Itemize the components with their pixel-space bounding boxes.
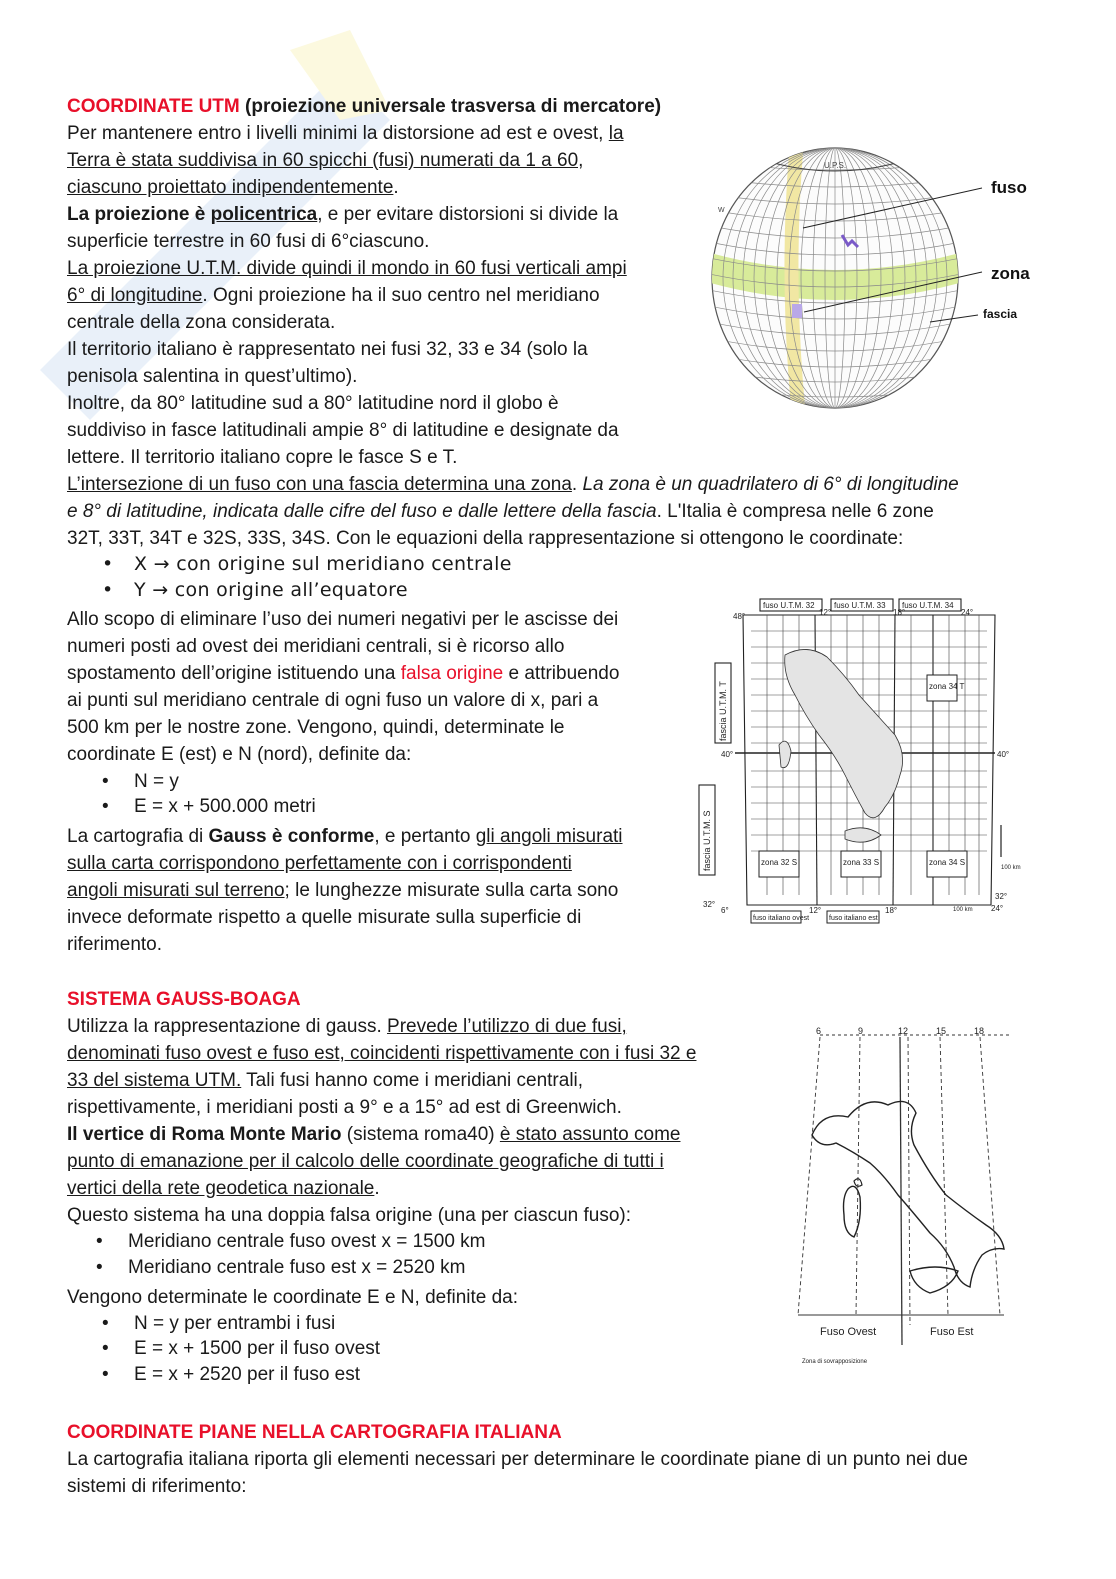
- s3-line: sistemi di riferimento:: [67, 1476, 247, 1497]
- fuso-ovest-label: Fuso Ovest: [820, 1326, 877, 1338]
- s2-line: punto di emanazione per il calcolo delle coordinate geografiche di tutti i: [67, 1151, 664, 1172]
- s2-line: Il vertice di Roma Monte Mario (sistema roma40) è stato assunto come: [67, 1124, 681, 1145]
- fascia-t-label: fascia U.T.M. T: [718, 681, 728, 741]
- s1-line: Terra è stata suddivisa in 60 spicchi (fusi) numerati da 1 a 60,: [67, 150, 584, 171]
- s1-line: angoli misurati sul terreno; le lunghezze misurate sulla carta sono: [67, 880, 619, 901]
- lon-6-label: 6°: [721, 906, 729, 915]
- lon-18-label: 18°: [885, 906, 898, 915]
- lon-12-label: 12°: [809, 906, 822, 915]
- utm-zones-map: [695, 595, 1025, 925]
- ups-label: U.P.S.: [824, 161, 847, 170]
- s1-line: e 8° di latitudine, indicata dalle cifre del fuso e dalle lettere della fascia. L'Italia è compresa nelle 6 zone: [67, 501, 934, 522]
- lat-40-label: 40°: [721, 750, 734, 759]
- fuso-italiano-ovest-label: fuso italiano ovest: [753, 915, 810, 922]
- s1-line: Allo scopo di eliminare l’uso dei numeri negativi per le ascisse dei: [67, 609, 619, 630]
- scale-label: 100 km: [953, 907, 973, 913]
- s1-line: 500 km per le nostre zone. Vengono, quindi, determinate le: [67, 717, 565, 738]
- s3-line: La cartografia italiana riporta gli elementi necessari per determinare le coordinate piane di un punto nei due: [67, 1449, 968, 1470]
- s1-line: lettere. Il territorio italiano copre le fasce S e T.: [67, 447, 458, 468]
- s1-line: centrale della zona considerata.: [67, 312, 336, 333]
- list-item: • E = x + 2520 per il fuso est: [102, 1364, 361, 1385]
- s1-line: ciascuno proiettato indipendentemente.: [67, 177, 399, 198]
- list-item: • N = y: [102, 771, 179, 792]
- lon-24-label-top: 24°: [961, 608, 974, 617]
- header-fuso-34: fuso U.T.M. 34: [902, 601, 954, 610]
- s1-line: ai punti sul meridiano centrale di ogni fuso un valore di x, pari a: [67, 690, 599, 711]
- header-fuso-32: fuso U.T.M. 32: [763, 601, 815, 610]
- list-item: • X → con origine sul meridiano centrale: [102, 553, 512, 575]
- svg-text:W: W: [718, 207, 725, 214]
- tick-6: 6: [816, 1026, 822, 1036]
- zone-33s-label: zona 33 S: [843, 858, 880, 867]
- s1-line: coordinate E (est) e N (nord), definite da:: [67, 744, 412, 765]
- s1-line: 6° di longitudine. Ogni proiezione ha il suo centro nel meridiano: [67, 285, 600, 306]
- gauss-boaga-map: [790, 1025, 1020, 1370]
- s1-line: numeri posti ad ovest dei meridiani centrali, si è ricorso allo: [67, 636, 565, 657]
- s1-line: suddiviso in fasce latitudinali ampie 8° di latitudine e designate da: [67, 420, 619, 441]
- s1-line: superficie terrestre in 60 fusi di 6°ciascuno.: [67, 231, 430, 252]
- lon-24-label: 24°: [991, 904, 1004, 913]
- s1-line: La cartografia di Gauss è conforme, e pertanto gli angoli misurati: [67, 826, 623, 847]
- zone-34t-label: zona 34 T: [929, 682, 965, 691]
- label-zona: zona: [991, 264, 1030, 283]
- sicily-shape: [845, 828, 881, 842]
- fuso-italiano-est-label: fuso italiano est: [829, 915, 878, 922]
- lat-40-label-right: 40°: [997, 750, 1010, 759]
- label-fascia: fascia: [983, 307, 1018, 321]
- section3-title: COORDINATE PIANE NELLA CARTOGRAFIA ITALIANA: [67, 1422, 562, 1443]
- section2-title: SISTEMA GAUSS-BOAGA: [67, 989, 301, 1010]
- s2-line: 33 del sistema UTM. Tali fusi hanno come i meridiani centrali,: [67, 1070, 584, 1091]
- zone-32s-label: zona 32 S: [761, 858, 798, 867]
- s2-line: vertici della rete geodetica nazionale.: [67, 1178, 380, 1199]
- sicily-outline: [910, 1267, 958, 1293]
- list-item: • Y → con origine all’equatore: [102, 579, 408, 601]
- sardinia-shape: [779, 741, 791, 768]
- s2-line: Utilizza la rappresentazione di gauss. Prevede l’utilizzo di due fusi,: [67, 1016, 627, 1037]
- zone-highlight: [792, 304, 802, 318]
- lat-32-label-right: 32°: [995, 892, 1008, 901]
- scale-label-side: 100 km: [1001, 865, 1021, 871]
- list-item: • N = y per entrambi i fusi: [102, 1313, 336, 1334]
- s1-line: Inoltre, da 80° latitudine sud a 80° latitudine nord il globo è: [67, 393, 559, 414]
- list-item: • E = x + 1500 per il fuso ovest: [102, 1338, 381, 1359]
- s1-line: 32T, 33T, 34T e 32S, 33S, 34S. Con le equazioni della rappresentazione si ottengono le coordinate:: [67, 528, 904, 549]
- s1-line: L’intersezione di un fuso con una fascia determina una zona. La zona è un quadrilatero di 6° di longitudine: [67, 474, 959, 495]
- lon-12-label-top: 12°: [819, 608, 832, 617]
- label-fuso: fuso: [991, 178, 1027, 197]
- tick-15: 15: [936, 1026, 947, 1036]
- list-item: • Meridiano centrale fuso ovest x = 1500 km: [96, 1231, 486, 1252]
- tick-9: 9: [858, 1026, 864, 1036]
- section1-title: COORDINATE UTM (proiezione universale trasversa di mercatore): [67, 96, 662, 117]
- s1-line: riferimento.: [67, 934, 163, 955]
- s1-line: penisola salentina in quest’ultimo).: [67, 366, 358, 387]
- zone-34s-label: zona 34 S: [929, 858, 966, 867]
- lon-18-label-top: 18°: [893, 608, 906, 617]
- italy-shape: [785, 649, 903, 817]
- header-fuso-33: fuso U.T.M. 33: [834, 601, 886, 610]
- s1-line: sulla carta corrispondono perfettamente con i corrispondenti: [67, 853, 572, 874]
- tick-12: 12: [898, 1026, 909, 1036]
- s1-line: invece deformate rispetto a quelle misurate sulla superficie di: [67, 907, 582, 928]
- tick-18: 18: [974, 1026, 985, 1036]
- list-item: • Meridiano centrale fuso est x = 2520 km: [96, 1257, 466, 1278]
- s2-line: Questo sistema ha una doppia falsa origine (una per ciascun fuso):: [67, 1205, 631, 1226]
- s1-line: spostamento dell’origine istituendo una falsa origine e attribuendo: [67, 663, 620, 684]
- s1-line: Per mantenere entro i livelli minimi la distorsione ad est e ovest, la: [67, 123, 624, 144]
- fascia-s-label: fascia U.T.M. S: [702, 810, 712, 871]
- fuso-est-label: Fuso Est: [930, 1326, 974, 1338]
- lat-48-label: 48°: [733, 612, 746, 621]
- italy-outline: [812, 1101, 1004, 1287]
- globe-figure: [700, 140, 1050, 420]
- s2-line: Vengono determinate le coordinate E e N, definite da:: [67, 1287, 519, 1308]
- lat-32-label: 32°: [703, 900, 716, 909]
- s2-line: denominati fuso ovest e fuso est, coincidenti rispettivamente con i fusi 32 e: [67, 1043, 697, 1064]
- s1-line: La proiezione U.T.M. divide quindi il mondo in 60 fusi verticali ampi: [67, 258, 627, 279]
- list-item: • E = x + 500.000 metri: [102, 796, 316, 817]
- s1-line: Il territorio italiano è rappresentato nei fusi 32, 33 e 34 (solo la: [67, 339, 588, 360]
- s1-line: La proiezione è policentrica, e per evitare distorsioni si divide la: [67, 204, 619, 225]
- overlap-zone-label: Zona di sovrapposizione: [802, 1359, 868, 1365]
- s2-line: rispettivamente, i meridiani posti a 9° e a 15° ad est di Greenwich.: [67, 1097, 622, 1118]
